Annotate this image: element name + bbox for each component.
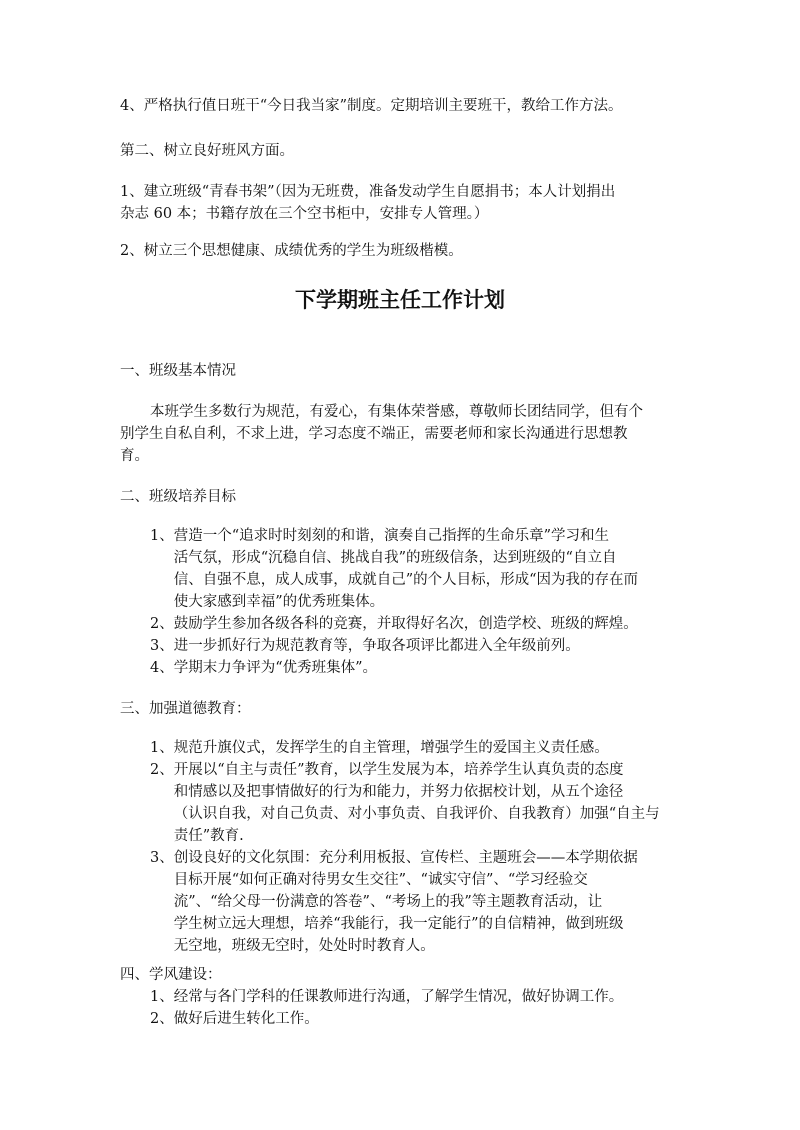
- section1-text-line1: 本班学生多数行为规范，有爱心，有集体荣誉感，尊敬师长团结同学，但有个: [150, 404, 643, 420]
- page-title: 下学期班主任工作计划: [295, 288, 505, 312]
- list-item-text: [174, 525, 690, 613]
- section2-heading: 二、班级培养目标: [120, 489, 236, 505]
- list-item-line: 做好后进生转化工作。: [173, 1011, 319, 1027]
- list-item-line: 创设良好的文化氛围：充分利用板报、宣传栏、主题班会——本学期依据: [173, 850, 638, 866]
- list-item-line: 学期末力争评为“优秀班集体”。: [173, 660, 378, 676]
- list-item-text: [174, 635, 690, 657]
- list-item-text: [174, 613, 690, 635]
- section4-study-list: [150, 986, 690, 1030]
- list-item-number: 3、: [150, 638, 174, 654]
- list-item-line: 信、自强不息，成人成事，成就自己”的个人目标，形成“因为我的存在而: [173, 572, 639, 588]
- list-item-number: 1、: [150, 989, 174, 1005]
- list-item-number: 2、: [150, 1011, 174, 1027]
- list-item-line: 经常与各门学科的任课教师进行沟通，了解学生情况，做好协调工作。: [173, 989, 624, 1005]
- list-item-text: [174, 759, 690, 847]
- study-item-2: [150, 1008, 690, 1030]
- list-item-line: 和情感以及把事情做好的行为和能力，并努力依据校计划，从五个途径: [173, 784, 624, 800]
- moral-item-2: [150, 759, 690, 847]
- goal-item-4: [150, 657, 690, 679]
- goal-item-3: [150, 635, 690, 657]
- paragraph-class-style-heading: 第二、树立良好班风方面。: [120, 143, 294, 159]
- list-item-number: 1、: [150, 528, 174, 544]
- list-item-line: 目标开展“如何正确对待男女生交往”、“诚实守信”、“学习经验交: [173, 872, 588, 888]
- list-item-line: 开展以“自主与责任”教育，以学生发展为本，培养学生认真负责的态度: [173, 762, 624, 778]
- paragraph-role-models: 2、树立三个思想健康、成绩优秀的学生为班级楷模。: [120, 243, 463, 259]
- section1-text-line2: 别学生自私自利，不求上进，学习态度不端正，需要老师和家长沟通进行思想教: [120, 426, 628, 442]
- paragraph-duty-system: 4、严格执行值日班干“今日我当家”制度。定期培训主要班干，教给工作方法。: [120, 98, 623, 114]
- paragraph-bookshelf-line1: 1、建立班级“青春书架”（因为无班费，准备发动学生自愿捐书；本人计划捐出: [120, 184, 616, 200]
- list-item-line: 营造一个“追求时时刻刻的和谐，演奏自己指挥的生命乐章”学习和生: [173, 528, 610, 544]
- list-item-number: 2、: [150, 616, 174, 632]
- list-item-text: [174, 737, 690, 759]
- list-item-text: [174, 986, 690, 1008]
- moral-item-3: [150, 847, 690, 957]
- list-item-line: 使大家感到幸福”的优秀班集体。: [173, 594, 385, 610]
- list-item-line: 进一步抓好行为规范教育等，争取各项评比都进入全年级前列。: [173, 638, 580, 654]
- section3-moral-list: [150, 737, 690, 957]
- section1-text-line3: 育。: [120, 448, 149, 464]
- list-item-line: 规范升旗仪式，发挥学生的自主管理，增强学生的爱国主义责任感。: [173, 740, 609, 756]
- list-item-text: [174, 847, 690, 957]
- list-item-line: 流”、“给父母一份满意的答卷”、“考场上的我”等主题教育活动，让: [173, 894, 603, 910]
- list-item-number: 4、: [150, 660, 174, 676]
- section1-heading: 一、班级基本情况: [120, 363, 236, 379]
- list-item-line: 无空地，班级无空时，处处时时教育人。: [173, 938, 435, 954]
- list-item-line: 鼓励学生参加各级各科的竞赛，并取得好名次，创造学校、班级的辉煌。: [173, 616, 638, 632]
- list-item-line: 活气氛，形成“沉稳自信、挑战自我”的班级信条，达到班级的“自立自: [173, 550, 617, 566]
- moral-item-1: [150, 737, 690, 759]
- paragraph-bookshelf-line2: 杂志 60 本；书籍存放在三个空书柜中，安排专人管理。）: [120, 206, 489, 222]
- goal-item-2: [150, 613, 690, 635]
- list-item-text: [174, 657, 690, 679]
- list-item-number: 3、: [150, 850, 174, 866]
- list-item-text: [174, 1008, 690, 1030]
- list-item-line: 学生树立远大理想，培养“我能行，我一定能行”的自信精神，做到班级: [173, 916, 624, 932]
- goal-item-1: [150, 525, 690, 613]
- list-item-line: 责任”教育.: [173, 828, 244, 844]
- study-item-1: [150, 986, 690, 1008]
- section3-heading: 三、加强道德教育：: [120, 701, 251, 717]
- section4-heading: 四、学风建设：: [120, 967, 222, 983]
- section2-goal-list: [150, 525, 690, 679]
- list-item-number: 1、: [150, 740, 174, 756]
- list-item-line: （认识自我，对自己负责、对小事负责、自我评价、自我教育）加强“自主与: [173, 806, 660, 822]
- list-item-number: 2、: [150, 762, 174, 778]
